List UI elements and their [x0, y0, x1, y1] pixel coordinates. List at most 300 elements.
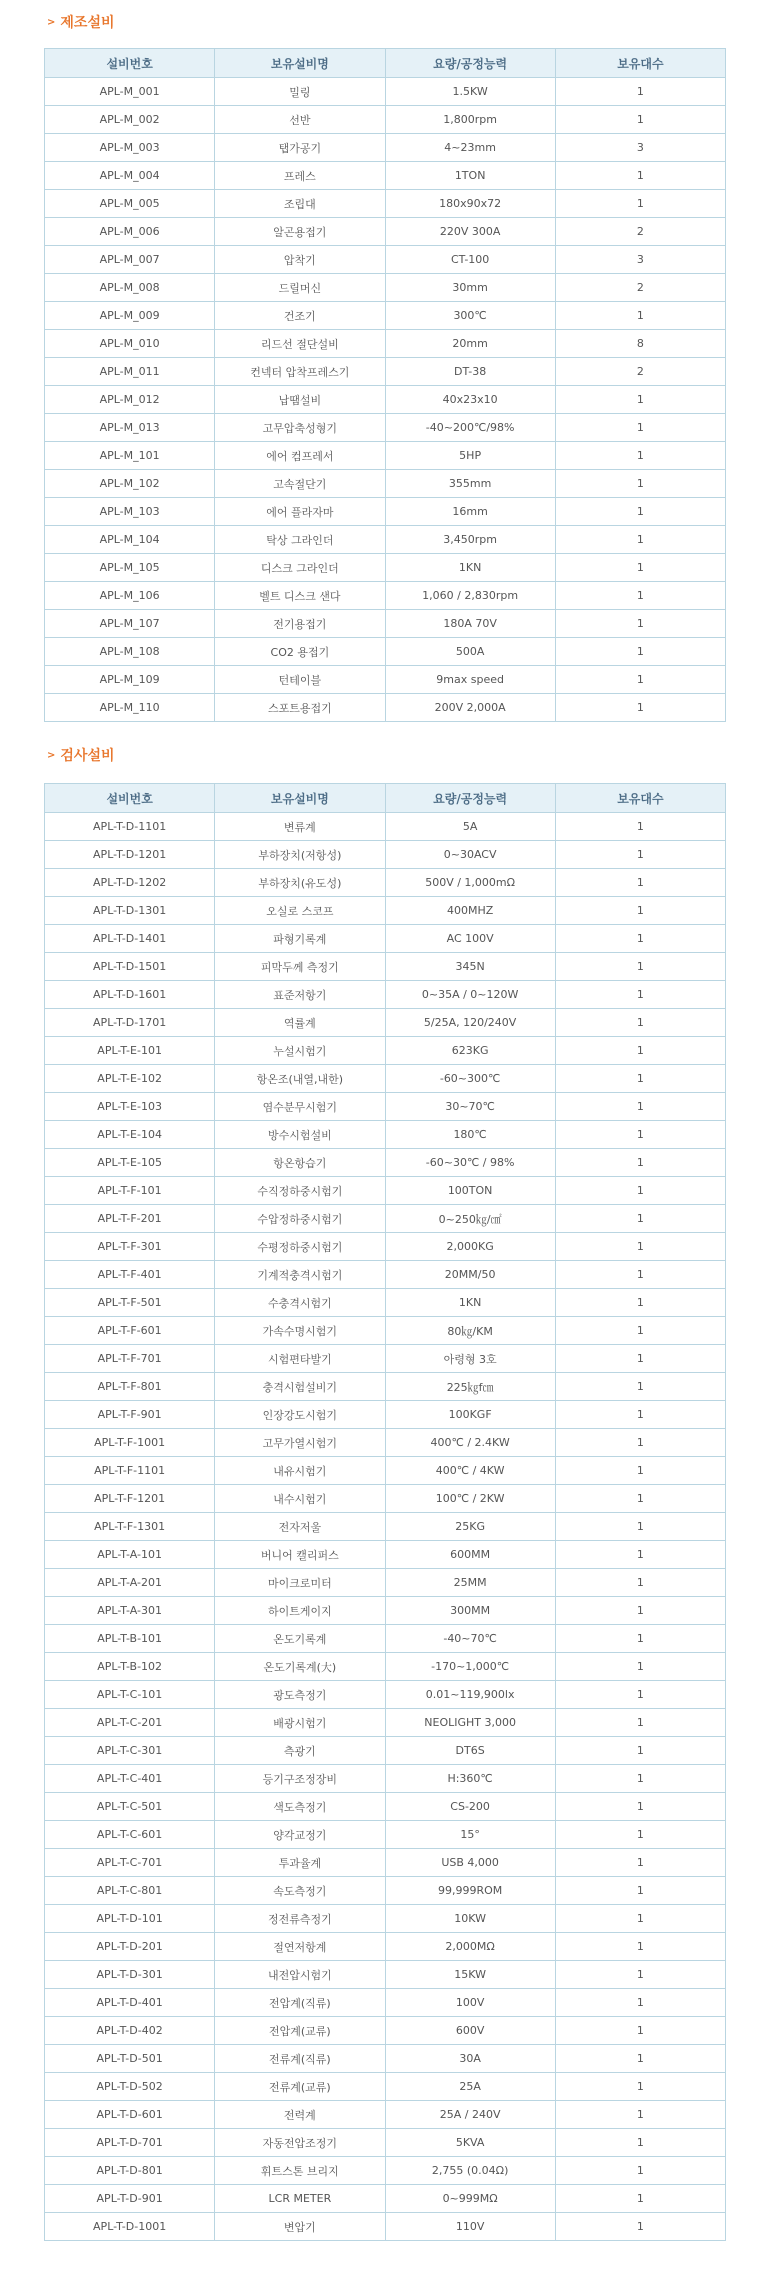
- cell-capacity: 30mm: [385, 274, 555, 302]
- cell-quantity: 1: [555, 1933, 725, 1961]
- cell-equipment-no: APL-T-D-701: [45, 2129, 215, 2157]
- table-row: [45, 1401, 726, 1429]
- cell-equipment-no: APL-T-A-201: [45, 1569, 215, 1597]
- table-row: [45, 925, 726, 953]
- cell-capacity: -60~30℃ / 98%: [385, 1149, 555, 1177]
- cell-capacity: 16mm: [385, 498, 555, 526]
- cell-capacity: 180x90x72: [385, 190, 555, 218]
- cell-equipment-name: 마이크로미터: [215, 1569, 385, 1597]
- cell-equipment-name: 피막두께 측정기: [215, 953, 385, 981]
- cell-equipment-no: APL-M_104: [45, 526, 215, 554]
- cell-equipment-no: APL-T-F-801: [45, 1373, 215, 1401]
- table-row: [45, 2129, 726, 2157]
- table-row: [45, 442, 726, 470]
- cell-capacity: 0.01~119,900lx: [385, 1681, 555, 1709]
- table-row: [45, 1065, 726, 1093]
- cell-equipment-name: 방수시험설비: [215, 1121, 385, 1149]
- cell-equipment-no: APL-T-C-801: [45, 1877, 215, 1905]
- cell-capacity: 1,800rpm: [385, 106, 555, 134]
- cell-quantity: 1: [555, 1541, 725, 1569]
- cell-capacity: 2,755 (0.04Ω): [385, 2157, 555, 2185]
- cell-capacity: CS-200: [385, 1793, 555, 1821]
- table-row: [45, 386, 726, 414]
- cell-capacity: 1KN: [385, 554, 555, 582]
- cell-quantity: 1: [555, 1989, 725, 2017]
- cell-equipment-name: 프레스: [215, 162, 385, 190]
- table-row: [45, 1541, 726, 1569]
- table-row: [45, 218, 726, 246]
- table-row: [45, 1513, 726, 1541]
- cell-equipment-name: 탁상 그라인더: [215, 526, 385, 554]
- cell-equipment-no: APL-T-D-1701: [45, 1009, 215, 1037]
- cell-equipment-no: APL-T-D-1401: [45, 925, 215, 953]
- cell-capacity: 300MM: [385, 1597, 555, 1625]
- table-row: [45, 302, 726, 330]
- cell-quantity: 1: [555, 1681, 725, 1709]
- cell-equipment-no: APL-T-F-901: [45, 1401, 215, 1429]
- cell-capacity: 1TON: [385, 162, 555, 190]
- cell-equipment-name: 스포트용접기: [215, 694, 385, 722]
- cell-equipment-name: 밀링: [215, 78, 385, 106]
- cell-equipment-no: APL-M_002: [45, 106, 215, 134]
- table-row: [45, 2185, 726, 2213]
- table-row: [45, 610, 726, 638]
- cell-capacity: DT-38: [385, 358, 555, 386]
- cell-quantity: 1: [555, 1737, 725, 1765]
- cell-equipment-name: 인장강도시험기: [215, 1401, 385, 1429]
- table-row: [45, 666, 726, 694]
- cell-capacity: DT6S: [385, 1737, 555, 1765]
- cell-equipment-name: 항온항습기: [215, 1149, 385, 1177]
- table-row: [45, 1457, 726, 1485]
- cell-equipment-name: 에어 플라자마: [215, 498, 385, 526]
- table-row: [45, 246, 726, 274]
- title-bullet-icon: >: [47, 16, 56, 28]
- cell-quantity: 1: [555, 694, 725, 722]
- cell-capacity: -40~70℃: [385, 1625, 555, 1653]
- cell-capacity: AC 100V: [385, 925, 555, 953]
- cell-quantity: 1: [555, 554, 725, 582]
- table-row: [45, 498, 726, 526]
- cell-equipment-no: APL-T-C-701: [45, 1849, 215, 1877]
- cell-equipment-no: APL-M_005: [45, 190, 215, 218]
- cell-capacity: 100℃ / 2KW: [385, 1485, 555, 1513]
- cell-capacity: 40x23x10: [385, 386, 555, 414]
- inspection-section-title: [47, 745, 115, 765]
- cell-quantity: 1: [555, 1233, 725, 1261]
- cell-capacity: 0~999MΩ: [385, 2185, 555, 2213]
- cell-equipment-name: 휘트스톤 브리지: [215, 2157, 385, 2185]
- header-quantity: 보유대수: [555, 49, 725, 78]
- cell-equipment-no: APL-M_105: [45, 554, 215, 582]
- cell-quantity: 3: [555, 134, 725, 162]
- cell-capacity: 400MHZ: [385, 897, 555, 925]
- cell-equipment-name: 수압정하중시험기: [215, 1205, 385, 1233]
- cell-equipment-no: APL-M_009: [45, 302, 215, 330]
- cell-equipment-no: APL-T-C-301: [45, 1737, 215, 1765]
- cell-equipment-no: APL-T-B-102: [45, 1653, 215, 1681]
- table-row: [45, 1009, 726, 1037]
- table-row: [45, 1905, 726, 1933]
- table-row: [45, 274, 726, 302]
- table-row: [45, 953, 726, 981]
- cell-quantity: 1: [555, 1877, 725, 1905]
- cell-equipment-no: APL-T-E-104: [45, 1121, 215, 1149]
- cell-equipment-name: 전류계(교류): [215, 2073, 385, 2101]
- cell-equipment-no: APL-T-E-101: [45, 1037, 215, 1065]
- table-row: [45, 1793, 726, 1821]
- cell-quantity: 1: [555, 2045, 725, 2073]
- cell-equipment-no: APL-T-C-201: [45, 1709, 215, 1737]
- cell-equipment-no: APL-M_001: [45, 78, 215, 106]
- cell-capacity: 아령형 3호: [385, 1345, 555, 1373]
- cell-equipment-name: 항온조(내열,내한): [215, 1065, 385, 1093]
- cell-equipment-no: APL-T-D-1301: [45, 897, 215, 925]
- cell-equipment-name: 온도기록계: [215, 1625, 385, 1653]
- cell-capacity: 0~250㎏/㎠: [385, 1205, 555, 1233]
- cell-capacity: 25A: [385, 2073, 555, 2101]
- table-row: [45, 1037, 726, 1065]
- cell-quantity: 1: [555, 1961, 725, 1989]
- table-row: [45, 1233, 726, 1261]
- cell-quantity: 1: [555, 190, 725, 218]
- cell-capacity: 600V: [385, 2017, 555, 2045]
- cell-capacity: 5/25A, 120/240V: [385, 1009, 555, 1037]
- cell-equipment-no: APL-T-D-401: [45, 1989, 215, 2017]
- table-row: [45, 813, 726, 841]
- cell-equipment-name: 변류계: [215, 813, 385, 841]
- cell-capacity: 30~70℃: [385, 1093, 555, 1121]
- cell-capacity: 100V: [385, 1989, 555, 2017]
- table-row: [45, 1709, 726, 1737]
- cell-capacity: 600MM: [385, 1541, 555, 1569]
- table-row: [45, 582, 726, 610]
- table-row: [45, 981, 726, 1009]
- cell-equipment-no: APL-T-F-501: [45, 1289, 215, 1317]
- cell-capacity: 345N: [385, 953, 555, 981]
- table-row: [45, 1317, 726, 1345]
- table-row: [45, 1429, 726, 1457]
- cell-equipment-name: 수충격시험기: [215, 1289, 385, 1317]
- table-row: [45, 1569, 726, 1597]
- cell-quantity: 1: [555, 442, 725, 470]
- manufacturing-title-text: 제조설비: [60, 15, 115, 31]
- table-row: [45, 1485, 726, 1513]
- header-capacity: 요량/공정능력: [385, 49, 555, 78]
- cell-equipment-name: 전압계(교류): [215, 2017, 385, 2045]
- header-quantity: 보유대수: [555, 784, 725, 813]
- cell-capacity: -60~300℃: [385, 1065, 555, 1093]
- cell-equipment-name: 디스크 그라인더: [215, 554, 385, 582]
- cell-equipment-name: 누설시험기: [215, 1037, 385, 1065]
- table-row: [45, 526, 726, 554]
- cell-capacity: -40~200℃/98%: [385, 414, 555, 442]
- header-equipment-no: 설비번호: [45, 784, 215, 813]
- cell-capacity: 400℃ / 4KW: [385, 1457, 555, 1485]
- cell-capacity: 0~35A / 0~120W: [385, 981, 555, 1009]
- cell-equipment-no: APL-M_011: [45, 358, 215, 386]
- cell-equipment-no: APL-T-D-601: [45, 2101, 215, 2129]
- cell-equipment-no: APL-T-F-601: [45, 1317, 215, 1345]
- table-row: [45, 1849, 726, 1877]
- cell-quantity: 1: [555, 981, 725, 1009]
- cell-quantity: 1: [555, 162, 725, 190]
- cell-equipment-name: 알곤용접기: [215, 218, 385, 246]
- cell-quantity: 1: [555, 1149, 725, 1177]
- cell-quantity: 1: [555, 1093, 725, 1121]
- cell-quantity: 1: [555, 2157, 725, 2185]
- cell-equipment-no: APL-T-D-501: [45, 2045, 215, 2073]
- cell-capacity: 80㎏/KM: [385, 1317, 555, 1345]
- cell-quantity: 1: [555, 1317, 725, 1345]
- cell-capacity: 180A 70V: [385, 610, 555, 638]
- cell-quantity: 1: [555, 1793, 725, 1821]
- cell-quantity: 1: [555, 1625, 725, 1653]
- table-header-row: [45, 49, 726, 78]
- inspection-title-text: 검사설비: [60, 748, 115, 764]
- cell-equipment-name: 표준저항기: [215, 981, 385, 1009]
- cell-quantity: 1: [555, 610, 725, 638]
- cell-capacity: 2,000MΩ: [385, 1933, 555, 1961]
- cell-equipment-name: 염수분무시험기: [215, 1093, 385, 1121]
- table-row: [45, 358, 726, 386]
- cell-quantity: 1: [555, 470, 725, 498]
- cell-equipment-name: 양각교정기: [215, 1821, 385, 1849]
- cell-quantity: 1: [555, 841, 725, 869]
- table-row: [45, 1737, 726, 1765]
- header-equipment-name: 보유설비명: [215, 49, 385, 78]
- table-row: [45, 1597, 726, 1625]
- table-row: [45, 1961, 726, 1989]
- cell-equipment-no: APL-T-C-101: [45, 1681, 215, 1709]
- cell-equipment-name: 컨넥터 압착프레스기: [215, 358, 385, 386]
- header-equipment-no: 설비번호: [45, 49, 215, 78]
- cell-quantity: 1: [555, 897, 725, 925]
- cell-quantity: 1: [555, 78, 725, 106]
- cell-capacity: 3,450rpm: [385, 526, 555, 554]
- cell-capacity: 400℃ / 2.4KW: [385, 1429, 555, 1457]
- cell-equipment-no: APL-T-F-401: [45, 1261, 215, 1289]
- cell-quantity: 1: [555, 1485, 725, 1513]
- table-row: [45, 1177, 726, 1205]
- cell-equipment-no: APL-M_004: [45, 162, 215, 190]
- table-row: [45, 638, 726, 666]
- table-row: [45, 2073, 726, 2101]
- table-row: [45, 694, 726, 722]
- cell-equipment-no: APL-M_006: [45, 218, 215, 246]
- cell-equipment-name: 온도기록계(大): [215, 1653, 385, 1681]
- cell-equipment-name: 하이트게이지: [215, 1597, 385, 1625]
- cell-capacity: 15KW: [385, 1961, 555, 1989]
- cell-equipment-name: LCR METER: [215, 2185, 385, 2213]
- cell-equipment-no: APL-T-E-105: [45, 1149, 215, 1177]
- cell-quantity: 8: [555, 330, 725, 358]
- table-row: [45, 1121, 726, 1149]
- cell-equipment-name: 드릴머신: [215, 274, 385, 302]
- table-row: [45, 897, 726, 925]
- cell-equipment-no: APL-T-D-502: [45, 2073, 215, 2101]
- table-row: [45, 1373, 726, 1401]
- cell-equipment-no: APL-T-F-1301: [45, 1513, 215, 1541]
- cell-equipment-name: 턴테이블: [215, 666, 385, 694]
- cell-capacity: 5A: [385, 813, 555, 841]
- inspection-table: [44, 783, 726, 2241]
- cell-quantity: 1: [555, 2073, 725, 2101]
- cell-equipment-name: 부하장치(저항성): [215, 841, 385, 869]
- cell-equipment-no: APL-T-D-1001: [45, 2213, 215, 2241]
- cell-equipment-no: APL-T-F-1001: [45, 1429, 215, 1457]
- table-row: [45, 134, 726, 162]
- cell-quantity: 1: [555, 925, 725, 953]
- cell-quantity: 1: [555, 1709, 725, 1737]
- cell-capacity: 220V 300A: [385, 218, 555, 246]
- cell-equipment-no: APL-T-D-1601: [45, 981, 215, 1009]
- table-row: [45, 1345, 726, 1373]
- cell-quantity: 1: [555, 1177, 725, 1205]
- cell-equipment-no: APL-M_109: [45, 666, 215, 694]
- title-bullet-icon: >: [47, 749, 56, 761]
- cell-quantity: 3: [555, 246, 725, 274]
- table-row: [45, 1289, 726, 1317]
- cell-equipment-name: 변압기: [215, 2213, 385, 2241]
- cell-quantity: 1: [555, 2213, 725, 2241]
- cell-quantity: 1: [555, 1065, 725, 1093]
- cell-capacity: 225㎏f㎝: [385, 1373, 555, 1401]
- cell-capacity: 2,000KG: [385, 1233, 555, 1261]
- cell-quantity: 1: [555, 302, 725, 330]
- cell-equipment-name: 광도측정기: [215, 1681, 385, 1709]
- cell-equipment-no: APL-M_013: [45, 414, 215, 442]
- cell-capacity: 1.5KW: [385, 78, 555, 106]
- cell-equipment-no: APL-T-C-401: [45, 1765, 215, 1793]
- cell-quantity: 1: [555, 1345, 725, 1373]
- cell-capacity: 9max speed: [385, 666, 555, 694]
- cell-equipment-name: 절연저항계: [215, 1933, 385, 1961]
- table-row: [45, 78, 726, 106]
- table-row: [45, 2101, 726, 2129]
- cell-quantity: 1: [555, 1121, 725, 1149]
- cell-equipment-no: APL-M_003: [45, 134, 215, 162]
- manufacturing-table: [44, 48, 726, 722]
- cell-capacity: 355mm: [385, 470, 555, 498]
- cell-equipment-name: 고무가열시험기: [215, 1429, 385, 1457]
- cell-equipment-name: 수평정하중시험기: [215, 1233, 385, 1261]
- cell-quantity: 1: [555, 1849, 725, 1877]
- cell-capacity: 5KVA: [385, 2129, 555, 2157]
- cell-capacity: 0~30ACV: [385, 841, 555, 869]
- cell-equipment-name: 전기용접기: [215, 610, 385, 638]
- cell-equipment-name: 건조기: [215, 302, 385, 330]
- cell-equipment-name: 내유시험기: [215, 1457, 385, 1485]
- cell-capacity: 25A / 240V: [385, 2101, 555, 2129]
- cell-equipment-name: 내수시험기: [215, 1485, 385, 1513]
- cell-capacity: 5HP: [385, 442, 555, 470]
- cell-equipment-no: APL-T-B-101: [45, 1625, 215, 1653]
- cell-equipment-no: APL-T-F-701: [45, 1345, 215, 1373]
- cell-quantity: 1: [555, 1513, 725, 1541]
- table-row: [45, 1765, 726, 1793]
- cell-equipment-name: 전압계(직류): [215, 1989, 385, 2017]
- cell-equipment-no: APL-T-E-102: [45, 1065, 215, 1093]
- cell-capacity: -170~1,000℃: [385, 1653, 555, 1681]
- cell-equipment-name: 전류계(직류): [215, 2045, 385, 2073]
- cell-equipment-name: 오실로 스코프: [215, 897, 385, 925]
- cell-quantity: 1: [555, 2129, 725, 2157]
- cell-capacity: 100TON: [385, 1177, 555, 1205]
- cell-equipment-name: 기계적충격시험기: [215, 1261, 385, 1289]
- table-row: [45, 869, 726, 897]
- cell-equipment-no: APL-T-D-1501: [45, 953, 215, 981]
- cell-capacity: 15°: [385, 1821, 555, 1849]
- table-row: [45, 106, 726, 134]
- cell-capacity: 25MM: [385, 1569, 555, 1597]
- cell-quantity: 1: [555, 498, 725, 526]
- cell-equipment-name: 조립대: [215, 190, 385, 218]
- cell-equipment-no: APL-T-D-801: [45, 2157, 215, 2185]
- cell-capacity: 30A: [385, 2045, 555, 2073]
- cell-quantity: 1: [555, 953, 725, 981]
- table-row: [45, 2017, 726, 2045]
- cell-quantity: 1: [555, 813, 725, 841]
- cell-equipment-no: APL-M_103: [45, 498, 215, 526]
- table-row: [45, 1205, 726, 1233]
- cell-equipment-name: 투과율계: [215, 1849, 385, 1877]
- cell-equipment-name: 압착기: [215, 246, 385, 274]
- cell-equipment-name: 내전압시험기: [215, 1961, 385, 1989]
- header-equipment-name: 보유설비명: [215, 784, 385, 813]
- cell-quantity: 1: [555, 1653, 725, 1681]
- table-row: [45, 554, 726, 582]
- cell-quantity: 2: [555, 218, 725, 246]
- cell-quantity: 1: [555, 1765, 725, 1793]
- cell-equipment-no: APL-M_012: [45, 386, 215, 414]
- cell-equipment-name: 자동전압조정기: [215, 2129, 385, 2157]
- cell-equipment-name: 시험편타발기: [215, 1345, 385, 1373]
- cell-equipment-no: APL-T-A-101: [45, 1541, 215, 1569]
- cell-quantity: 1: [555, 106, 725, 134]
- cell-capacity: 623KG: [385, 1037, 555, 1065]
- cell-equipment-no: APL-M_107: [45, 610, 215, 638]
- cell-quantity: 1: [555, 1597, 725, 1625]
- cell-equipment-name: 배광시험기: [215, 1709, 385, 1737]
- cell-quantity: 2: [555, 358, 725, 386]
- cell-quantity: 1: [555, 1429, 725, 1457]
- cell-equipment-name: 속도측정기: [215, 1877, 385, 1905]
- cell-equipment-no: APL-T-F-201: [45, 1205, 215, 1233]
- cell-quantity: 1: [555, 1569, 725, 1597]
- table-row: [45, 1821, 726, 1849]
- table-row: [45, 414, 726, 442]
- cell-quantity: 1: [555, 386, 725, 414]
- cell-capacity: 99,999ROM: [385, 1877, 555, 1905]
- header-capacity: 요량/공정능력: [385, 784, 555, 813]
- cell-quantity: 1: [555, 582, 725, 610]
- cell-equipment-no: APL-M_101: [45, 442, 215, 470]
- cell-equipment-name: CO2 용접기: [215, 638, 385, 666]
- cell-equipment-name: 등기구조정장비: [215, 1765, 385, 1793]
- cell-equipment-name: 에어 컴프레서: [215, 442, 385, 470]
- table-row: [45, 841, 726, 869]
- cell-capacity: 1,060 / 2,830rpm: [385, 582, 555, 610]
- cell-equipment-no: APL-T-F-301: [45, 1233, 215, 1261]
- cell-quantity: 1: [555, 666, 725, 694]
- table-row: [45, 1989, 726, 2017]
- cell-equipment-name: 선반: [215, 106, 385, 134]
- table-row: [45, 1261, 726, 1289]
- cell-quantity: 1: [555, 1401, 725, 1429]
- cell-equipment-no: APL-T-F-1101: [45, 1457, 215, 1485]
- cell-capacity: 4~23mm: [385, 134, 555, 162]
